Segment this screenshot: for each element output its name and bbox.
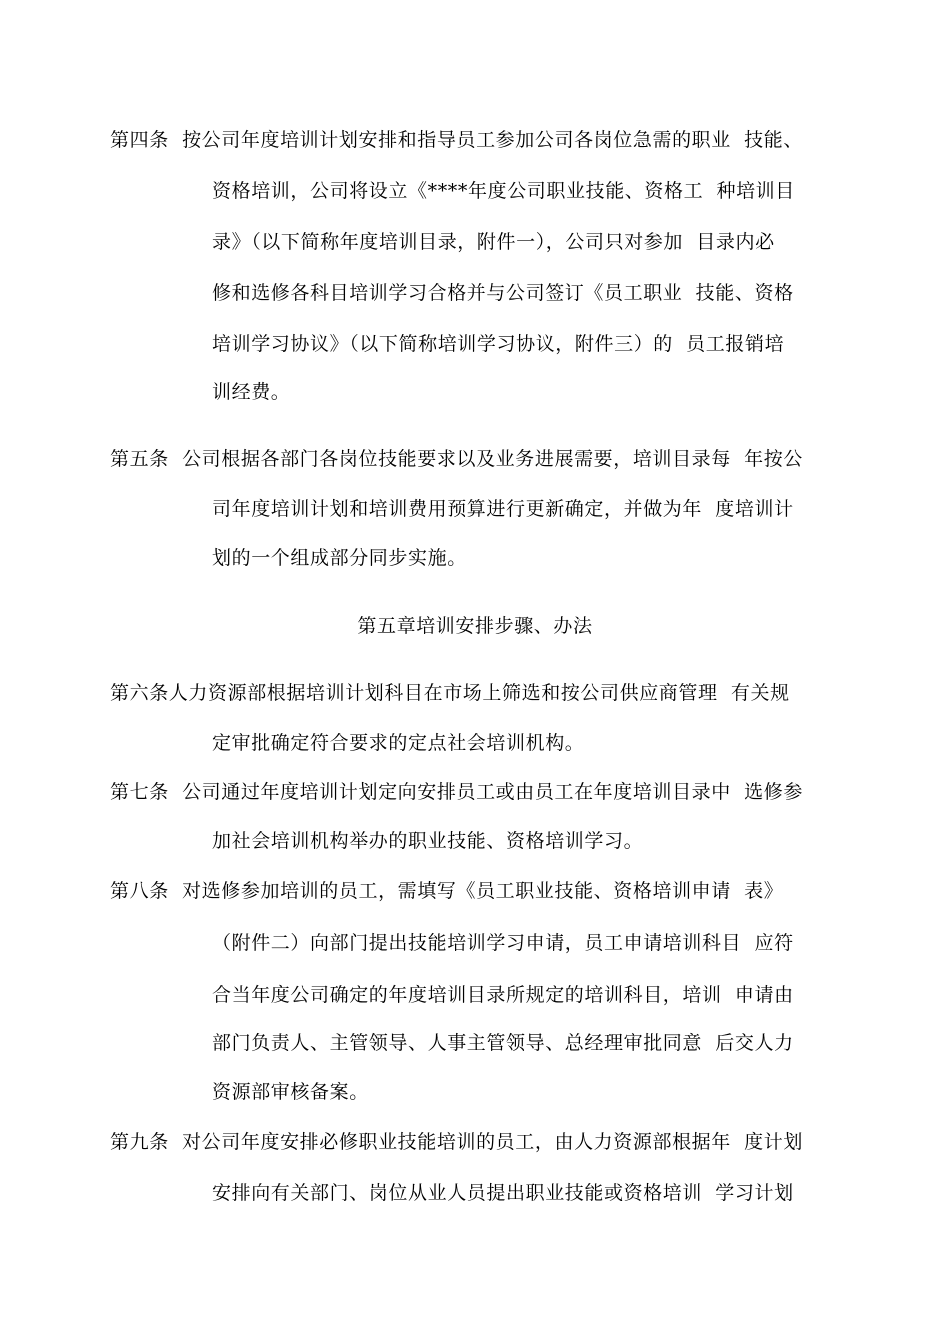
article-5-line-2: 司年度培训计划和培训费用预算进行更新确定，并做为年 度培训计	[212, 498, 794, 520]
article-4-line-4: 修和选修各科目培训学习合格并与公司签订《员工职业 技能、资格	[212, 282, 794, 304]
article-4-line-3: 录》（以下简称年度培训目录，附件一），公司只对参加 目录内必	[212, 231, 775, 253]
article-8-line-4: 部门负责人、主管领导、人事主管领导、总经理审批同意 后交人力	[212, 1032, 794, 1054]
article-8-line-5: 资源部审核备案。	[212, 1081, 369, 1103]
chapter-heading: 第五章培训安排步骤、办法	[357, 615, 593, 637]
article-4-line-1: 第四条 按公司年度培训计划安排和指导员工参加公司各岗位急需的职业 技能、	[110, 129, 803, 151]
article-4-line-6: 训经费。	[212, 381, 291, 403]
article-5-line-3: 划的一个组成部分同步实施。	[212, 547, 467, 569]
article-8-line-2: （附件二）向部门提出技能培训学习申请，员工申请培训科目 应符	[212, 932, 794, 954]
article-4-line-2: 资格培训，公司将设立《****年度公司职业技能、资格工 种培训目	[212, 180, 795, 202]
article-9-line-2: 安排向有关部门、岗位从业人员提出职业技能或资格培训 学习计划	[212, 1182, 794, 1204]
article-8-line-3: 合当年度公司确定的年度培训目录所规定的培训科目，培训 申请由	[212, 984, 794, 1006]
article-5-line-1: 第五条 公司根据各部门各岗位技能要求以及业务进展需要，培训目录每 年按公	[110, 448, 803, 470]
article-4-line-5: 培训学习协议》（以下简称培训学习协议，附件三）的 员工报销培	[212, 333, 785, 355]
article-8-line-1: 第八条 对选修参加培训的员工，需填写《员工职业技能、资格培训申请 表》	[110, 880, 784, 902]
article-6-line-2: 定审批确定符合要求的定点社会培训机构。	[212, 732, 585, 754]
article-7-line-1: 第七条 公司通过年度培训计划定向安排员工或由员工在年度培训目录中 选修参	[110, 781, 803, 803]
article-6-line-1: 第六条人力资源部根据培训计划科目在市场上筛选和按公司供应商管理 有关规	[110, 682, 790, 704]
article-9-line-1: 第九条 对公司年度安排必修职业技能培训的员工，由人力资源部根据年 度计划	[110, 1131, 803, 1153]
article-7-line-2: 加社会培训机构举办的职业技能、资格培训学习。	[212, 830, 644, 852]
